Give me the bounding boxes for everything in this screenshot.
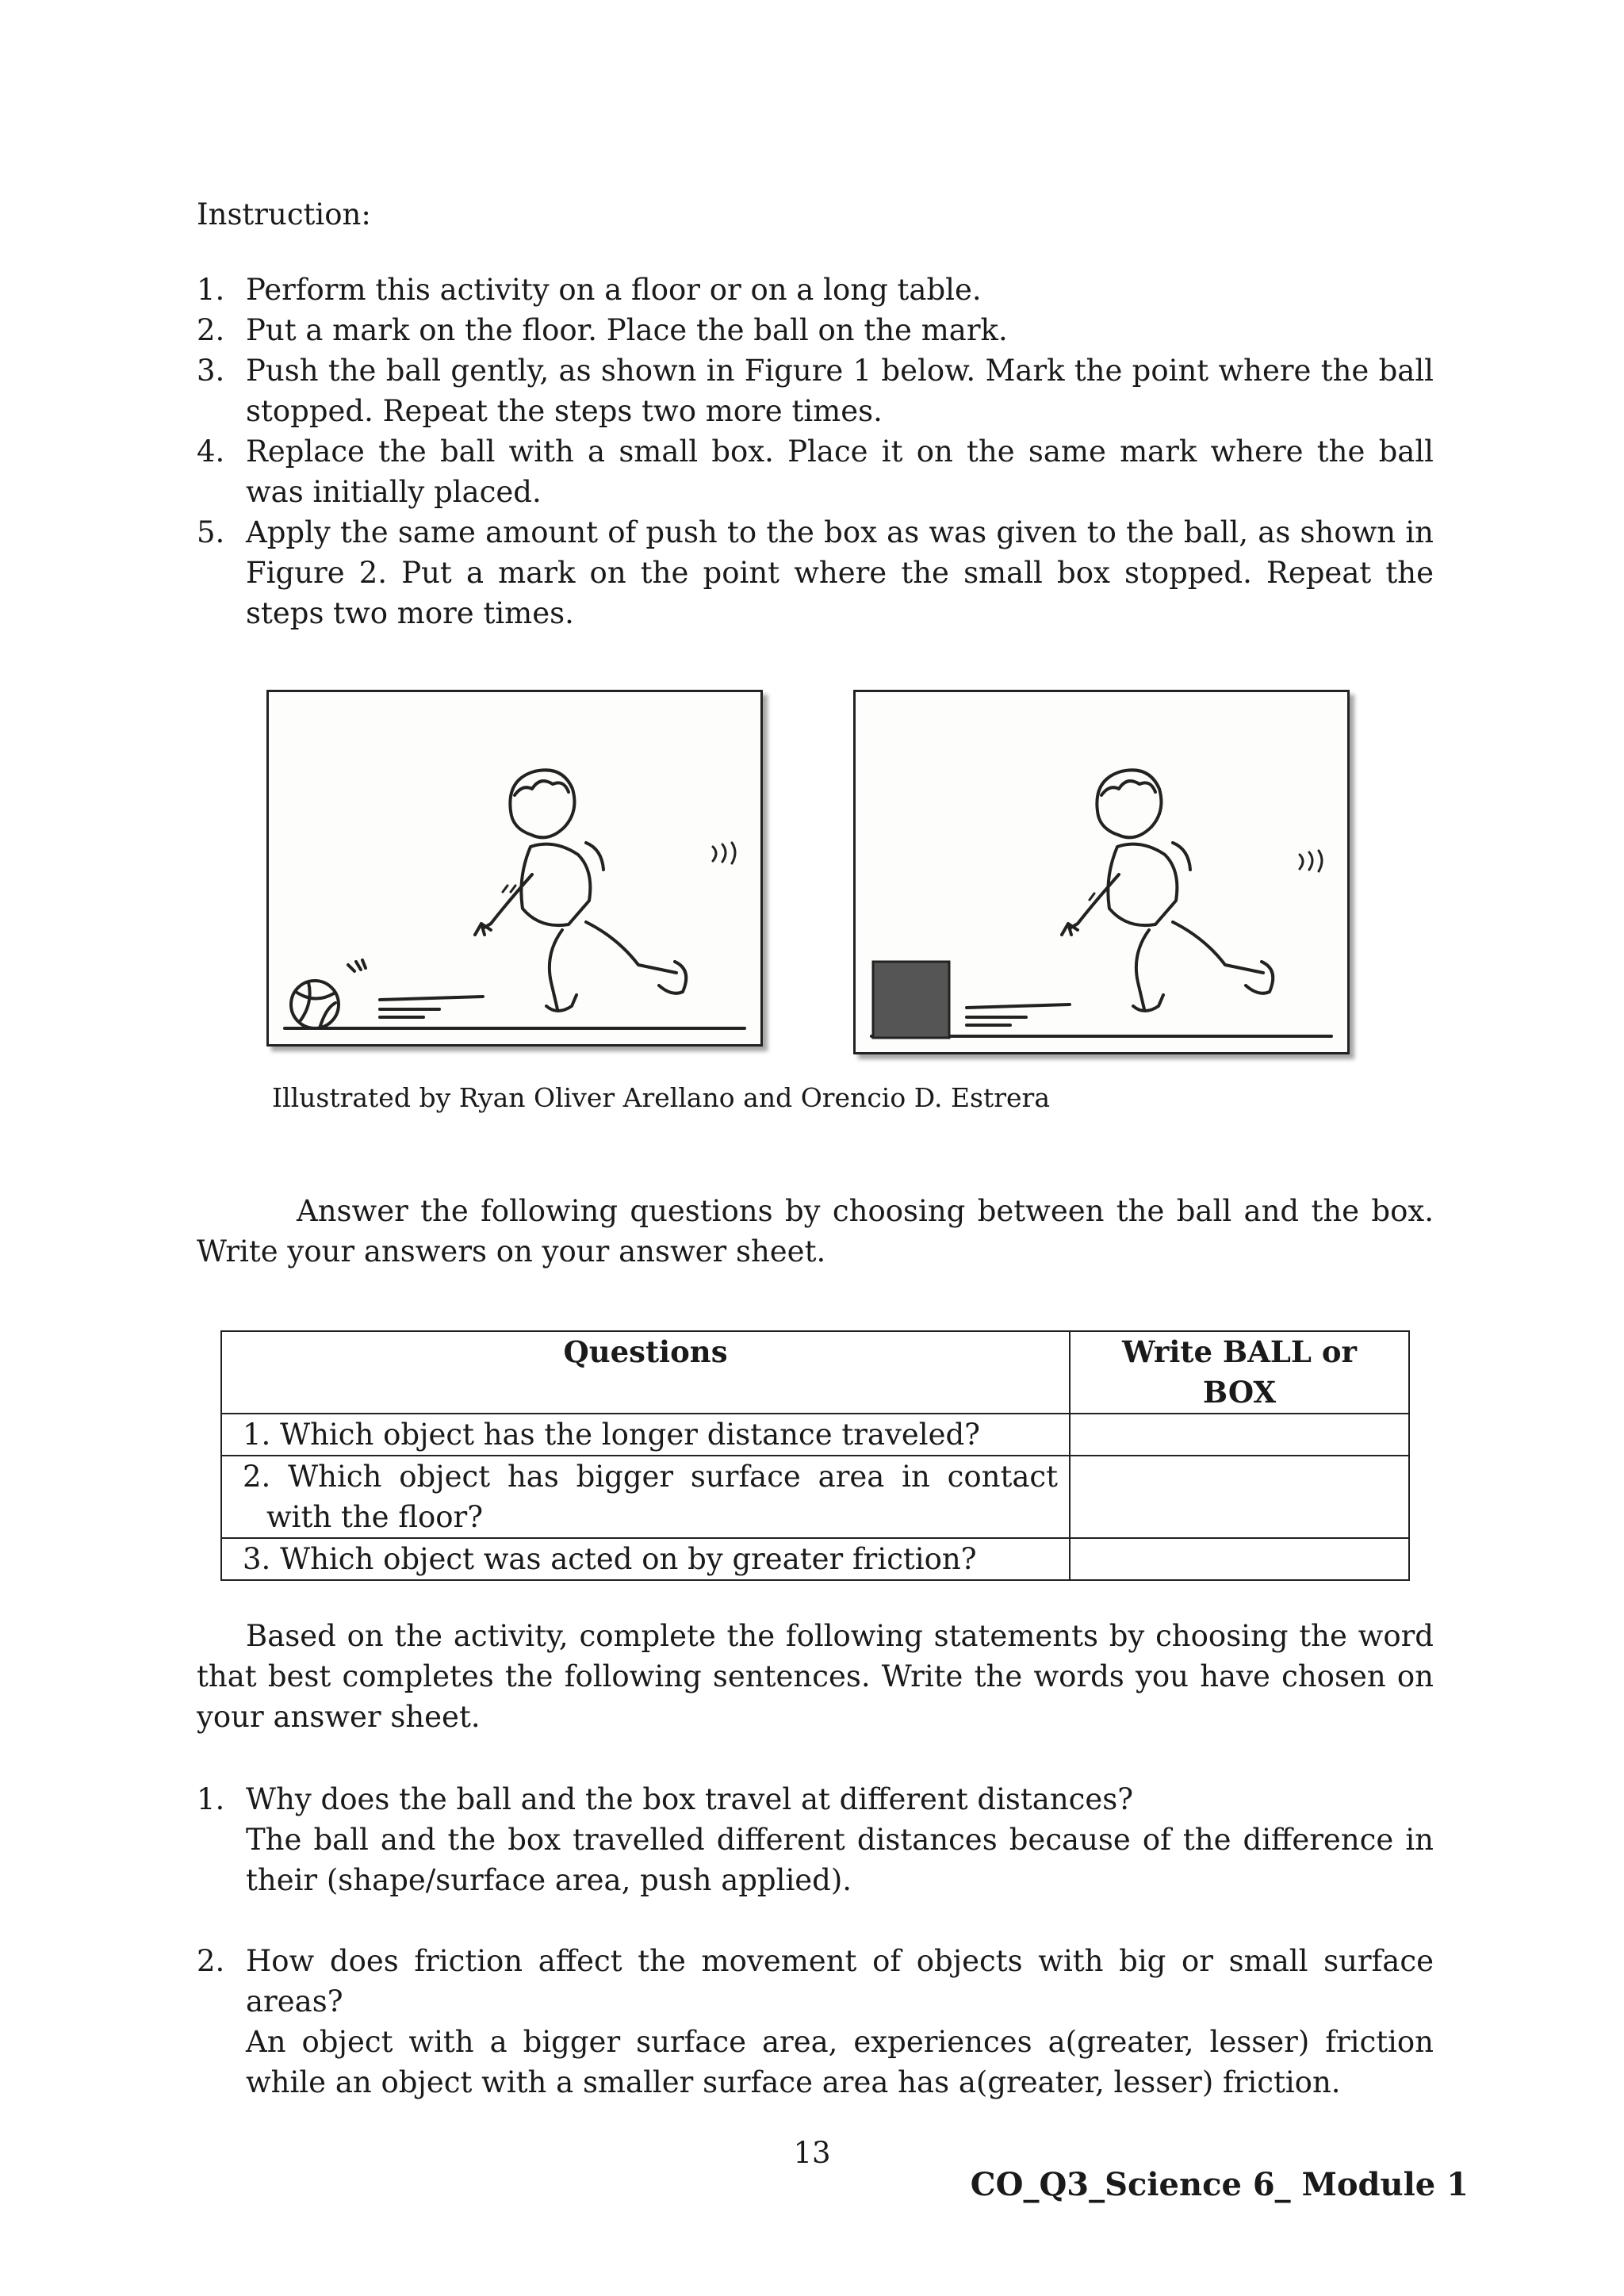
question-number: 1. [197,1782,225,1816]
answer-cell [1070,1456,1409,1538]
step-number: 2. [197,313,225,347]
answer-cell [1070,1414,1409,1456]
instruction-heading: Instruction: [197,197,371,232]
step-text: Replace the ball with a small box. Place it on the same mark where the ball was initially placed. [246,434,1434,509]
step-text: Apply the same amount of push to the box as was given to the ball, as shown in Figure 2. Put a mark on the point where the small box stopped. Repeat the steps two more times. [246,515,1434,630]
table-row [221,1414,1409,1456]
statement-text: An object with a bigger surface area, experiences a(greater, lesser) friction while an object with a smaller surface area has a(greater, lesser) friction. [246,2025,1434,2099]
question-cell [221,1538,1070,1580]
step-item [197,270,1434,310]
list-item [197,1941,1434,2103]
box-icon [873,962,949,1038]
question-text: 3. Which object was acted on by greater friction? [243,1542,977,1576]
list-item [197,1779,1434,1900]
step-item [197,512,1434,633]
module-footer: CO_Q3_Science 6_ Module 1 [970,2166,1469,2203]
step-text: Put a mark on the floor. Place the ball on the mark. [246,313,1008,347]
figure-box-push [853,690,1350,1054]
step-number: 4. [197,434,225,469]
boy-pushing-ball-illustration [269,692,760,1044]
question-cell [221,1456,1070,1538]
page-number: 13 [793,2136,831,2170]
step-number: 5. [197,515,225,549]
step-item [197,431,1434,512]
answer-instruction: Answer the following questions by choosing between the ball and the box. Write your answers on your answer sheet. [197,1194,1434,1269]
instruction-steps [197,270,1434,633]
statement-instruction: Based on the activity, complete the following statements by choosing the word that best completes the following sentences. Write the words you have chosen on your answer sheet. [197,1619,1434,1734]
table-row [221,1456,1409,1538]
step-text: Perform this activity on a floor or on a long table. [246,273,982,307]
question-text: 2. Which object has bigger surface area in contact with the floor? [243,1460,1058,1534]
step-number: 3. [197,354,225,388]
figure-ball-push [266,690,763,1047]
question-cell [221,1414,1070,1456]
table-row [221,1538,1409,1580]
header-answer: Write BALL or BOX [1070,1331,1409,1414]
boy-pushing-box-illustration [856,692,1347,1052]
figure-credit: Illustrated by Ryan Oliver Arellano and Orencio D. Estrera [272,1082,1051,1113]
question-number: 2. [197,1944,225,1978]
question-text: Why does the ball and the box travel at different distances? [246,1782,1134,1816]
questions-table [220,1330,1410,1581]
step-text: Push the ball gently, as shown in Figure 1 below. Mark the point where the ball stopped. Repeat the steps two more times. [246,354,1434,428]
question-text: How does friction affect the movement of objects with big or small surface areas? [246,1944,1434,2019]
question-text: 1. Which object has the longer distance traveled? [243,1418,981,1452]
header-questions: Questions [221,1331,1070,1414]
answer-cell [1070,1538,1409,1580]
table-header-row [221,1331,1409,1414]
step-item [197,310,1434,350]
statement-questions [197,1779,1434,2143]
step-item [197,350,1434,431]
step-number: 1. [197,273,225,307]
statement-text: The ball and the box travelled different distances because of the difference in their (shape/surface area, push applied). [246,1823,1434,1897]
